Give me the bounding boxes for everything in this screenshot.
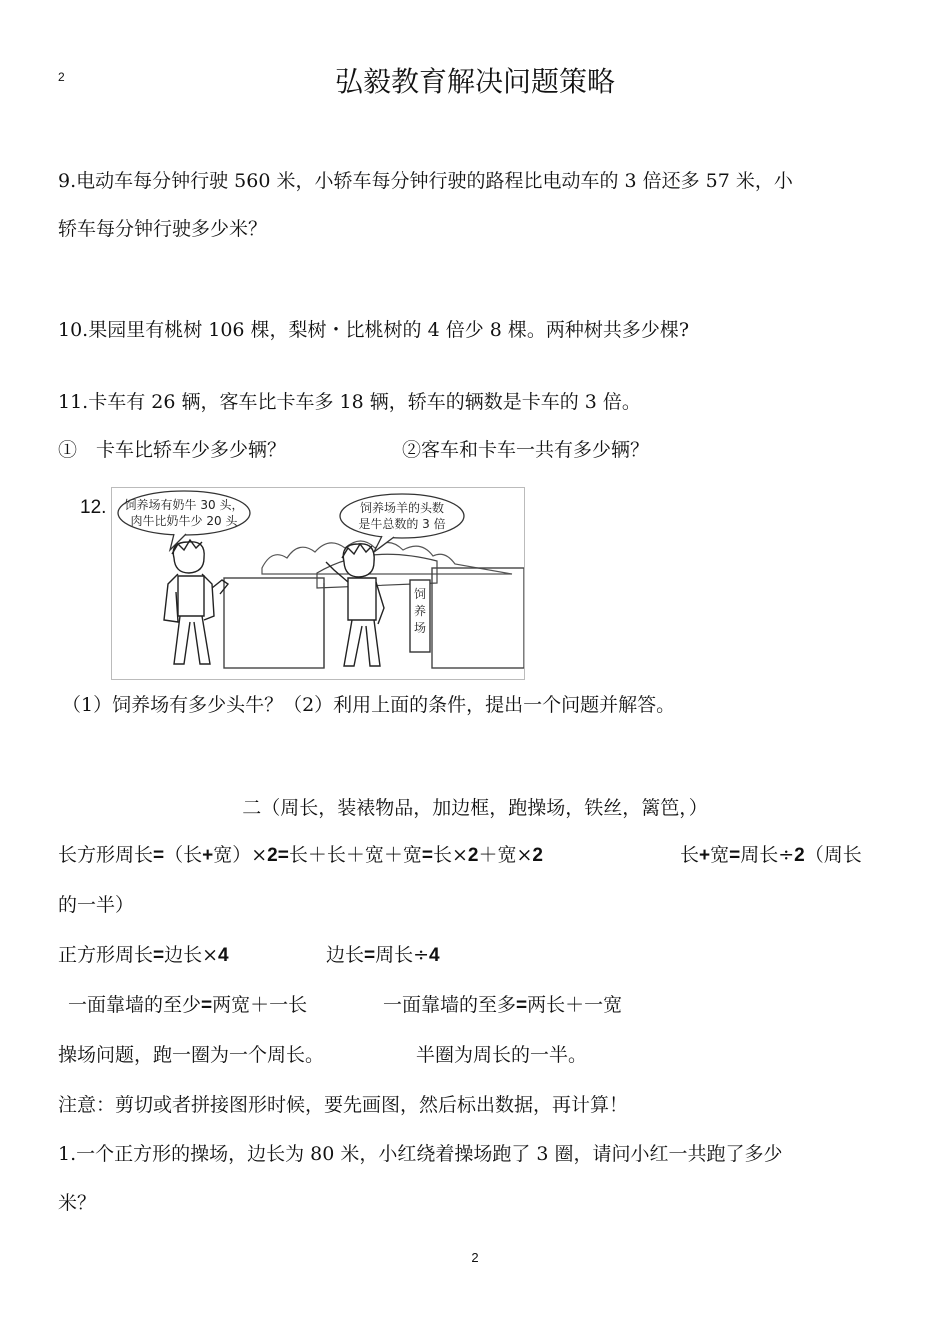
wall-minimum-formula: 一面靠墙的至少=两宽＋一长 — [68, 994, 308, 1016]
sign-char-2: 养 — [413, 604, 427, 618]
left-boy-figure — [164, 540, 228, 664]
problem-10: 10.果园里有桃树 106 棵，梨树・比桃树的 4 倍少 8 棵。两种树共多少棵? — [58, 319, 690, 341]
right-bubble-line-1: 饲养场羊的头数 — [359, 501, 445, 515]
rectangle-formula-line-2: 的一半） — [58, 894, 135, 916]
right-boy-figure — [326, 544, 384, 666]
farm-illustration — [111, 487, 525, 680]
wall-maximum-formula: 一面靠墙的至多=两长＋一宽 — [383, 994, 623, 1016]
half-perimeter-formula: 长+宽=周长÷2（周长 — [680, 844, 862, 866]
section-2-heading: 二（周长，装裱物品，加边框，跑操场，铁丝，篱笆，） — [242, 797, 708, 819]
problem-9-line-1: 9.电动车每分钟行驶 560 米，小轿车每分钟行驶的路程比电动车的 3 倍还多 57 米，小 — [58, 170, 793, 192]
problem-12-questions: （1）饲养场有多少头牛？（2）利用上面的条件，提出一个问题并解答。 — [62, 694, 676, 716]
problem-12-number: 12. — [80, 497, 107, 518]
rectangle-perimeter-formula: 长方形周长=（长+宽）×2=长＋长＋宽＋宽=长×2＋宽×2 — [58, 844, 543, 866]
header-page-number: 2 — [58, 70, 65, 84]
side-length-formula: 边长=周长÷4 — [326, 944, 440, 966]
question-1-line-1: 1.一个正方形的操场，边长为 80 米，小红绕着操场跑了 3 圈，请问小红一共跑了多少 — [58, 1143, 783, 1165]
sign-char-1: 饲 — [413, 587, 427, 601]
left-bubble-line-1: 饲养场有奶牛 30 头， — [124, 498, 244, 512]
square-perimeter-formula: 正方形周长=边长×4 — [58, 944, 229, 966]
problem-11: 11.卡车有 26 辆，客车比卡车多 18 辆，轿车的辆数是卡车的 3 倍。 — [58, 391, 641, 413]
right-bubble-line-2: 是牛总数的 3 倍 — [358, 517, 446, 531]
track-rule-full: 操场问题，跑一圈为一个周长。 — [58, 1044, 325, 1066]
problem-11-sub-2: ②客车和卡车一共有多少辆？ — [402, 439, 650, 461]
page-title: 弘毅教育解决问题策略 — [334, 65, 615, 98]
farm-illustration-drawing — [112, 488, 524, 679]
wall-left — [224, 578, 324, 668]
track-rule-half: 半圈为周长的一半。 — [416, 1044, 588, 1066]
note: 注意：剪切或者拼接图形时候，要先画图，然后标出数据，再计算！ — [58, 1094, 629, 1116]
wall-right — [432, 568, 524, 668]
problem-11-sub-1: ① 卡车比轿车少多少辆？ — [58, 439, 287, 461]
question-1-line-2: 米？ — [58, 1192, 97, 1214]
left-bubble-line-2: 肉牛比奶牛少 20 头 — [130, 514, 238, 528]
bushes — [262, 541, 512, 574]
problem-9-line-2: 轿车每分钟行驶多少米？ — [58, 218, 268, 240]
footer-page-number: 2 — [471, 1250, 479, 1265]
sign-char-3: 场 — [413, 621, 427, 635]
